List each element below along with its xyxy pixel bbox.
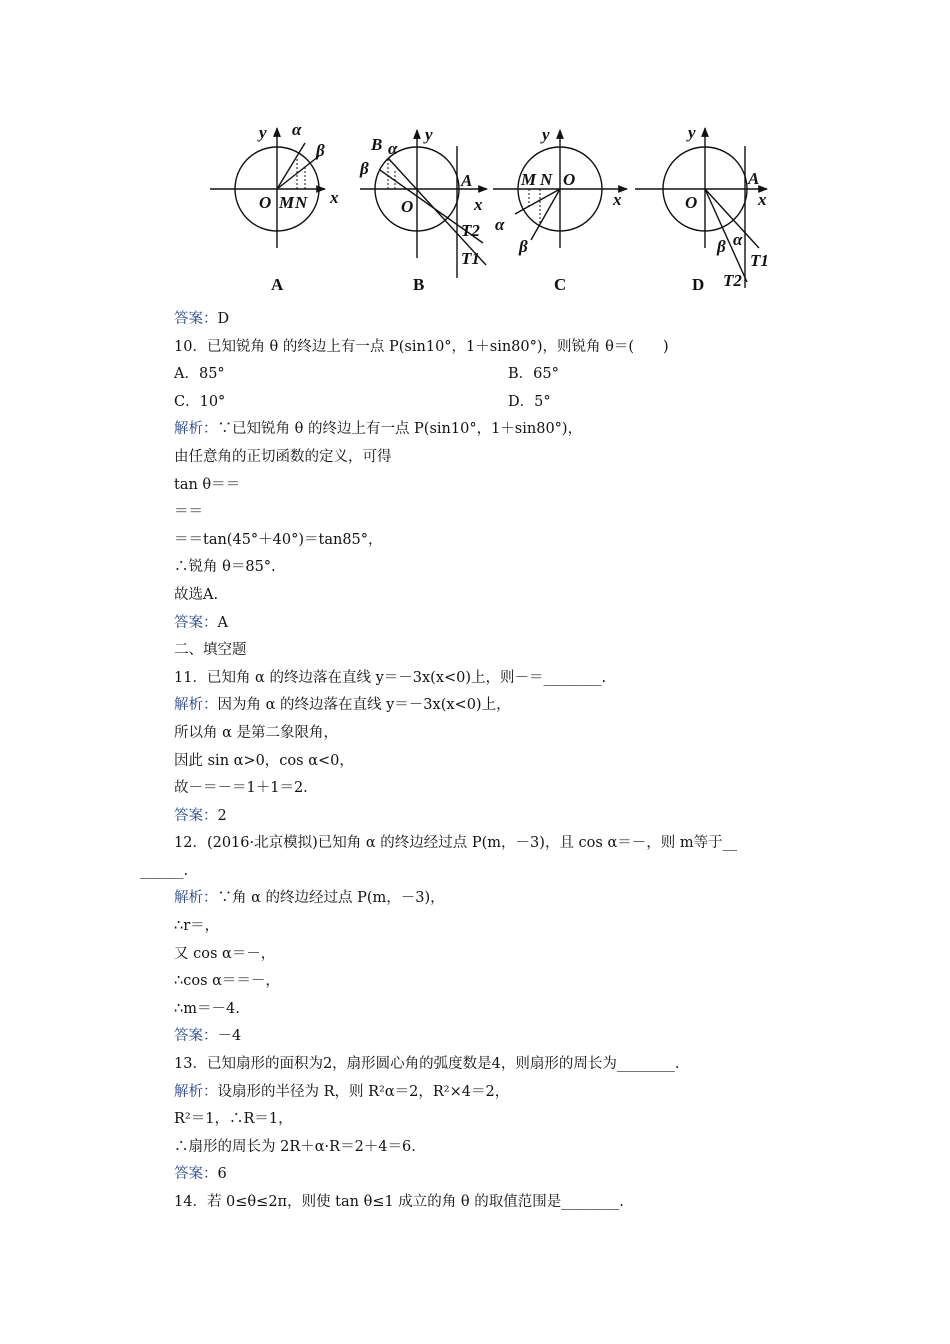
text-line (140, 858, 824, 886)
label: α (733, 230, 743, 249)
text-line (174, 1051, 824, 1079)
label: x (613, 190, 622, 209)
label: B (371, 135, 383, 154)
text-line (174, 554, 824, 582)
line-text: －4 (217, 1028, 242, 1045)
panel-caption: B (413, 275, 425, 294)
panel-caption: A (271, 275, 284, 294)
label: α (495, 215, 505, 234)
document-body (140, 306, 824, 1217)
answer-tag: 解析： (174, 1083, 218, 1100)
line-text: ＝＝tan(45°＋40°)＝tan85°， (174, 531, 383, 548)
text-line (174, 637, 824, 665)
label: x (758, 190, 767, 209)
label: β (717, 237, 726, 256)
text-line (174, 1134, 824, 1162)
text-line (174, 775, 824, 803)
line-text: A．85° (174, 366, 225, 383)
line-text: C．10° (174, 393, 226, 410)
line-text: 因此 sin α>0，cos α<0， (174, 752, 354, 769)
label: T2 (723, 271, 742, 290)
line-text: ∴cos α＝＝－， (174, 973, 280, 990)
text-line (174, 748, 824, 776)
line-text: ∵已知锐角 θ 的终边上有一点 P(sin10°，1＋sin80°)， (217, 421, 583, 438)
text-line (174, 582, 824, 610)
option-right: D．5° (508, 393, 551, 410)
answer-tag: 解析： (174, 890, 218, 907)
text-line (174, 996, 824, 1024)
text-line (174, 361, 824, 389)
label: x (330, 188, 339, 207)
line-text: A (217, 614, 228, 631)
label: N (295, 193, 308, 212)
text-line (174, 610, 824, 638)
answer-tag: 答案： (174, 614, 218, 631)
line-text: 2 (217, 807, 227, 824)
text-line (174, 1189, 824, 1217)
label: β (360, 159, 369, 178)
line-text: ∴r＝， (174, 918, 220, 935)
label: T1 (750, 251, 769, 270)
text-line (174, 444, 824, 472)
panel-caption: D (692, 275, 705, 294)
line-text: 又 cos α＝－， (174, 945, 276, 962)
line-text: 12．(2016·北京模拟)已知角 α 的终边经过点 P(m，－3)，且 cos α＝－，则 m等于__ (174, 835, 738, 852)
line-text: ∴扇形的周长为 2R＋α·R＝2＋4＝6. (174, 1138, 416, 1155)
answer-tag: 答案： (174, 1166, 218, 1183)
line-text: 14．若 0≤θ≤2π，则使 tan θ≤1 成立的角 θ 的取值范围是________. (174, 1194, 624, 1210)
line-text: 因为角 α 的终边落在直线 y＝－3x(x<0)上， (217, 697, 511, 714)
line-text: R²＝1，∴R＝1， (174, 1111, 293, 1128)
text-line (174, 306, 824, 334)
label: y (688, 123, 696, 142)
line-text: 故－＝－＝1＋1＝2. (174, 780, 308, 797)
line-text: 由任意角的正切函数的定义，可得 (174, 448, 392, 465)
text-line (174, 416, 824, 444)
label: T2 (461, 221, 480, 240)
line-text: 11．已知角 α 的终边落在直线 y＝－3x(x<0)上，则－＝________. (174, 669, 607, 686)
text-line (174, 692, 824, 720)
line-text: ＝＝ (174, 504, 203, 521)
line-text: ______. (140, 862, 189, 879)
figures-svg (195, 118, 795, 303)
line-text: ∵角 α 的终边经过点 P(m，－3)， (217, 890, 445, 907)
label: M (521, 170, 537, 189)
line-text: 设扇形的半径为 R，则 R²α＝2，R²×4＝2， (217, 1083, 510, 1100)
answer-tag: 解析： (174, 697, 218, 714)
text-line (174, 803, 824, 831)
text-line (174, 472, 824, 500)
line-text: 所以角 α 是第二象限角， (174, 724, 339, 741)
line-text: D (217, 311, 230, 327)
label: β (316, 141, 325, 160)
label: O (259, 193, 272, 212)
text-line (174, 1106, 824, 1134)
answer-tag: 答案： (174, 1028, 218, 1045)
text-line (174, 913, 824, 941)
text-line (174, 968, 824, 996)
line-text: tan θ＝＝ (174, 476, 241, 493)
line-text: 故选A. (174, 586, 219, 603)
label: y (259, 123, 267, 142)
text-line (174, 1079, 824, 1107)
label: A (748, 169, 760, 188)
answer-tag: 解析： (174, 421, 218, 438)
text-line (174, 334, 824, 362)
unit-circle-figures (195, 118, 795, 303)
text-line (174, 499, 824, 527)
label: α (388, 139, 398, 158)
answer-tag: 答案： (174, 807, 218, 824)
label: A (461, 171, 473, 190)
panel-caption: C (554, 275, 567, 294)
line-text: 二、填空题 (174, 642, 247, 659)
label: O (563, 170, 576, 189)
answer-tag: 答案： (174, 311, 218, 327)
label: β (519, 237, 528, 256)
label: α (292, 120, 302, 139)
label: x (474, 195, 483, 214)
text-line (174, 941, 824, 969)
line-text: 6 (217, 1166, 227, 1183)
label: y (542, 125, 550, 144)
text-line (174, 885, 824, 913)
text-line (174, 720, 824, 748)
text-line (174, 665, 824, 693)
label: y (425, 125, 433, 144)
label: M (279, 193, 295, 212)
text-line (174, 830, 824, 858)
text-line (174, 1023, 824, 1051)
label: O (401, 197, 414, 216)
option-right: B．65° (508, 366, 559, 383)
text-line (174, 527, 824, 555)
label: O (685, 193, 698, 212)
panel-d (635, 123, 769, 294)
line-text: 13．已知扇形的面积为2，扇形圆心角的弧度数是4，则扇形的周长为________. (174, 1056, 680, 1073)
text-line (174, 1161, 824, 1189)
line-text: 10．已知锐角 θ 的终边上有一点 P(sin10°，1＋sin80°)，则锐角 θ＝( ) (174, 338, 669, 355)
text-line (174, 389, 824, 417)
panel-b (359, 125, 487, 294)
panel-a (210, 120, 339, 294)
label: N (540, 170, 553, 189)
panel-c (493, 125, 627, 294)
label: T1 (461, 249, 480, 268)
line-text: ∴锐角 θ＝85°. (174, 559, 276, 576)
line-text: ∴m＝－4. (174, 1000, 240, 1017)
